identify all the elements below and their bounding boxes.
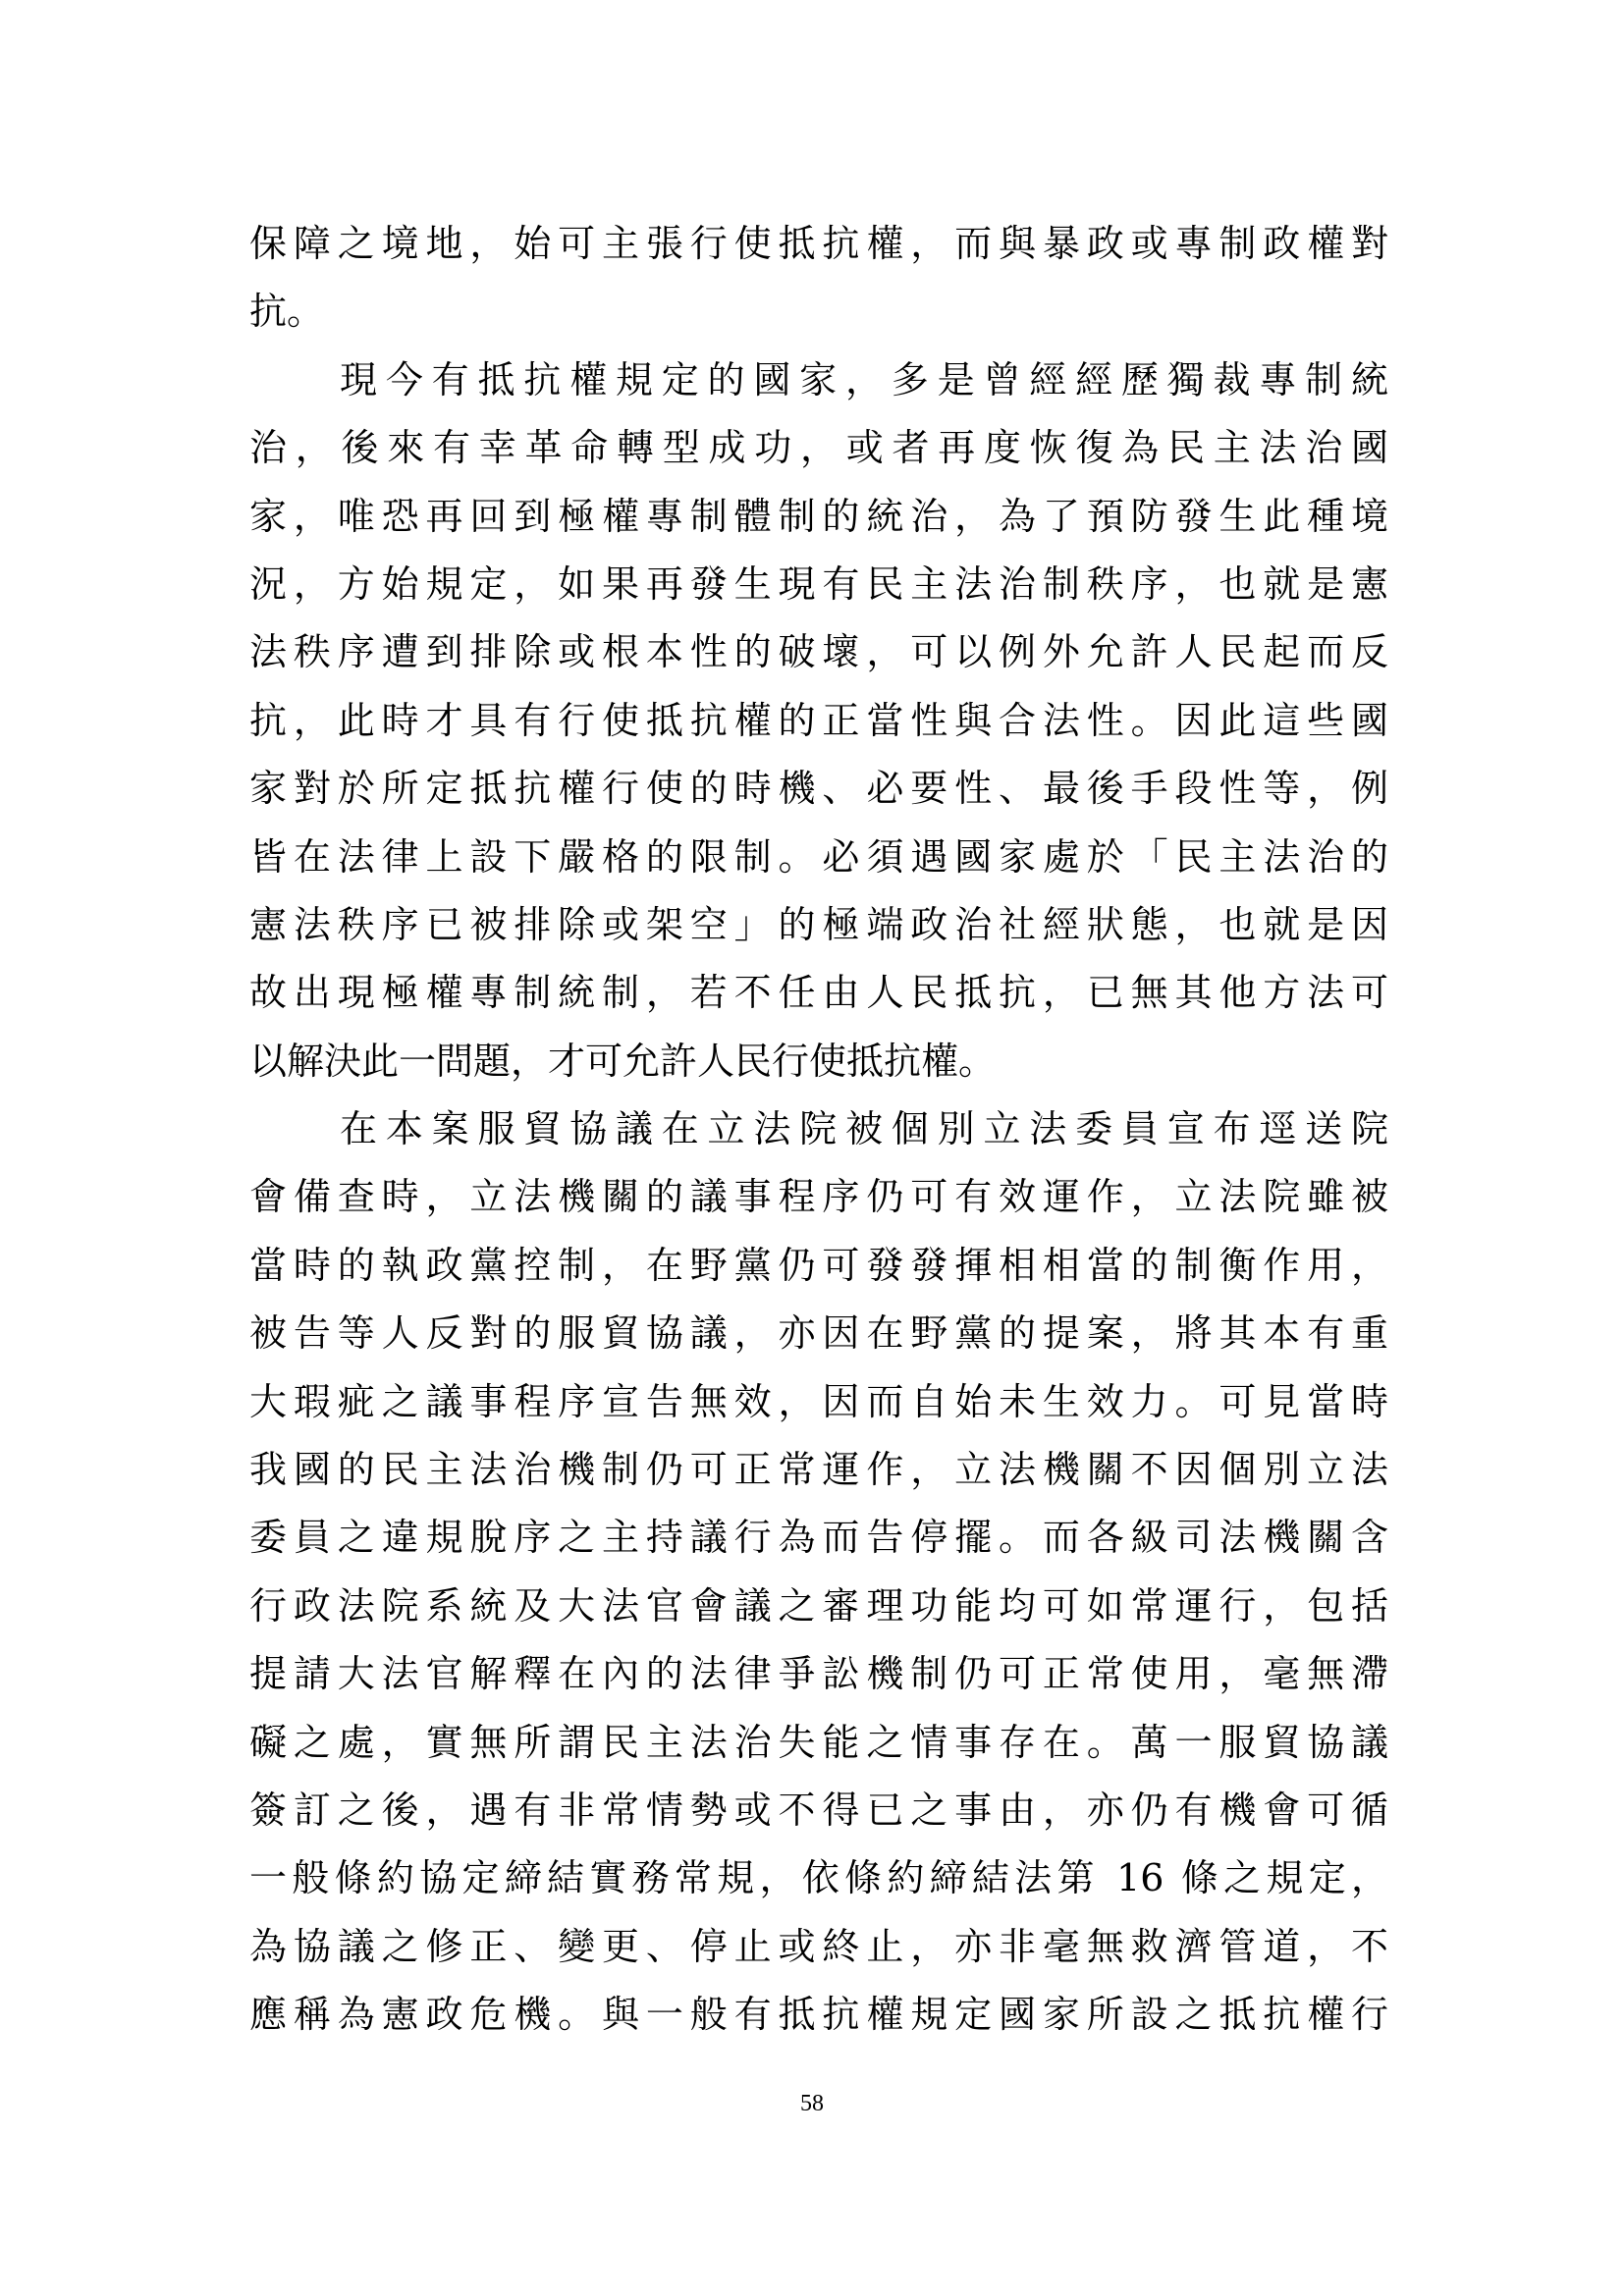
text-line-paragraph-start: 現今有抵抗權規定的國家，多是曾經經歷獨裁專制統 [340,357,1388,401]
text-line: 以解決此一問題，才可允許人民行使抵抗權。 [249,1039,997,1083]
text-line: 提請大法官解釋在內的法律爭訟機制仍可正常使用，毫無滯 [249,1652,1388,1696]
text-line: 當時的執政黨控制，在野黨仍可發發揮相相當的制衡作用， [249,1243,1388,1287]
text-line: 故出現極權專制統制，若不任由人民抵抗，已無其他方法可 [249,971,1388,1015]
text-line: 會備查時，立法機關的議事程序仍可有效運作，立法院雖被 [249,1175,1388,1219]
text-line: 抗。 [249,290,325,334]
text-line-paragraph-start: 在本案服貿協議在立法院被個別立法委員宣布逕送院 [340,1107,1388,1151]
text-line: 法秩序遭到排除或根本性的破壞，可以例外允許人民起而反 [249,630,1388,674]
text-line: 憲法秩序已被排除或架空」的極端政治社經狀態，也就是因 [249,902,1388,946]
text-line: 家，唯恐再回到極權專制體制的統治，為了預防發生此種境 [249,494,1388,538]
text-line: 治，後來有幸革命轉型成功，或者再度恢復為民主法治國 [249,426,1388,470]
text-line: 大瑕疵之議事程序宣告無效，因而自始未生效力。可見當時 [249,1379,1388,1423]
body-text [249,210,1388,2050]
text-line: 為協議之修正、變更、停止或終止，亦非毫無救濟管道，不 [249,1924,1388,1968]
text-line: 家對於所定抵抗權行使的時機、必要性、最後手段性等，例 [249,767,1388,811]
text-line: 應稱為憲政危機。與一般有抵抗權規定國家所設之抵抗權行 [249,1993,1388,2037]
text-line: 委員之違規脫序之主持議行為而告停擺。而各級司法機關含 [249,1516,1388,1560]
text-line: 況，方始規定，如果再發生現有民主法治制秩序，也就是憲 [249,561,1388,606]
text-line: 皆在法律上設下嚴格的限制。必須遇國家處於「民主法治的 [249,834,1388,879]
text-line: 礙之處，實無所謂民主法治失能之情事存在。萬一服貿協議 [249,1720,1388,1764]
text-line: 簽訂之後，遇有非常情勢或不得已之事由，亦仍有機會可循 [249,1788,1388,1832]
text-line: 行政法院系統及大法官會議之審理功能均可如常運行，包括 [249,1583,1388,1628]
text-line: 一般條約協定締結實務常規，依條約締結法第 16 條之規定， [249,1856,1388,1900]
text-line: 我國的民主法治機制仍可正常運作，立法機關不因個別立法 [249,1448,1388,1492]
text-line: 被告等人反對的服貿協議，亦因在野黨的提案，將其本有重 [249,1311,1388,1356]
text-line: 保障之境地，始可主張行使抵抗權，而與暴政或專制政權對 [249,222,1388,265]
text-line: 抗，此時才具有行使抵抗權的正當性與合法性。因此這些國 [249,698,1388,742]
page-number: 58 [800,2091,824,2116]
